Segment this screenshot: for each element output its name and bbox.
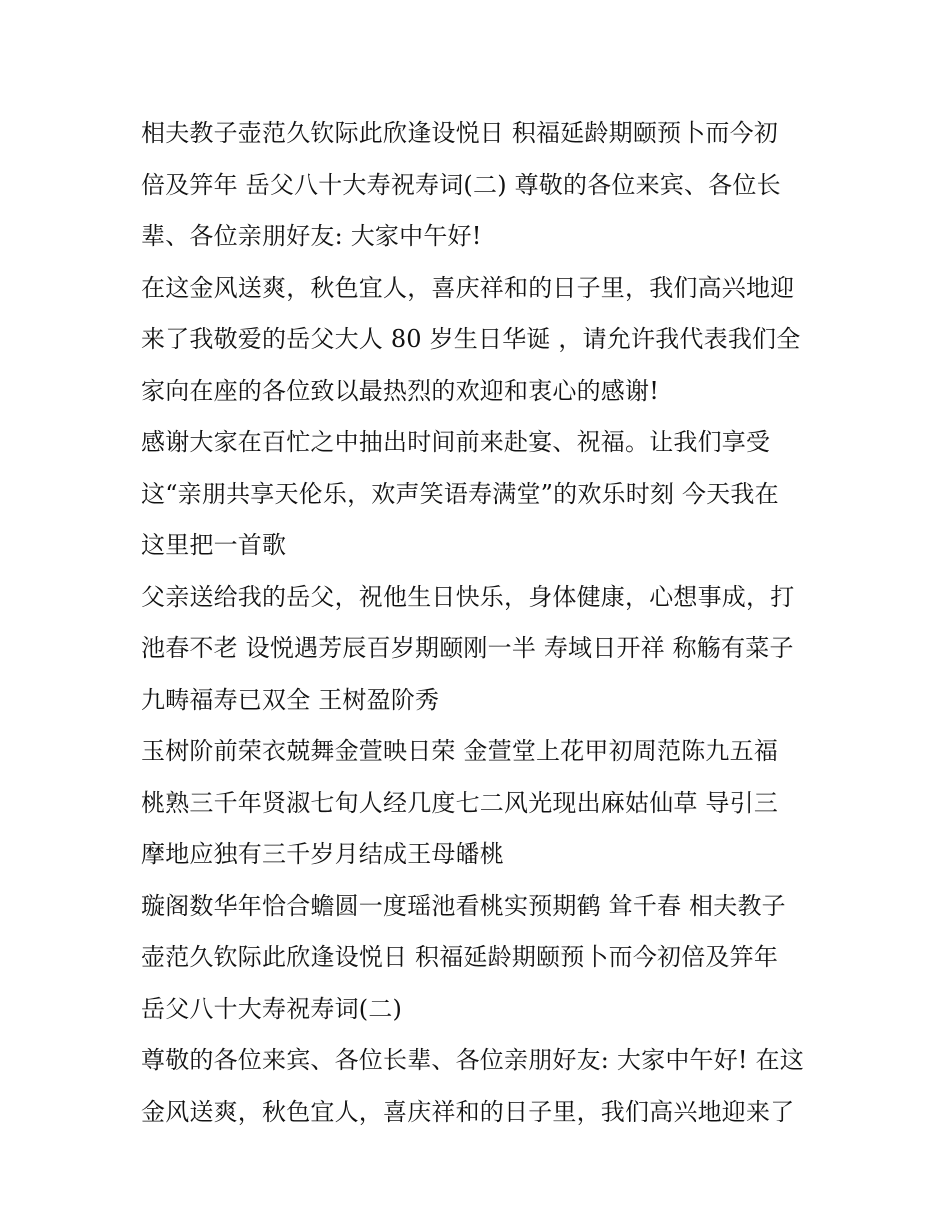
text-line: 岳父八十大寿祝寿词(二) bbox=[141, 994, 403, 1023]
text-line: 家向在座的各位致以最热烈的欢迎和衷心的感谢! bbox=[141, 376, 660, 405]
text-line: 桃熟三千年贤淑七旬人经几度七二风光现出麻姑仙草 导引三 bbox=[141, 788, 779, 817]
text-line: 辈、各位亲朋好友: 大家中午好! bbox=[141, 222, 482, 250]
text-line: 池春不老 设悦遇芳辰百岁期颐刚一半 寿域日开祥 称觞有菜子 bbox=[141, 634, 794, 662]
text-line: 玉树阶前荣衣兢舞金萱映日荣 金萱堂上花甲初周范陈九五福 bbox=[141, 737, 779, 765]
text-line: 相夫教子壶范久钦际此欣逢设悦日 积福延龄期颐预卜而今初 bbox=[141, 119, 779, 147]
text-line: 在这金风送爽，秋色宜人，喜庆祥和的日子里，我们高兴地迎 bbox=[141, 273, 795, 302]
text-line: 尊敬的各位来宾、各位长辈、各位亲朋好友: 大家中午好! 在这 bbox=[141, 1046, 804, 1074]
text-line: 摩地应独有三千岁月结成王母皤桃 bbox=[141, 840, 504, 868]
text-line: 倍及笄年 岳父八十大寿祝寿词(二) 尊敬的各位来宾、各位长 bbox=[141, 170, 781, 199]
text-line: 来了我敬爱的岳父大人 80 岁生日华诞 ，请允许我代表我们全 bbox=[141, 325, 801, 353]
text-line: 璇阁数华年恰合蟾圆一度瑶池看桃实预期鹤 耸千春 相夫教子 bbox=[141, 891, 786, 920]
text-line: 这“亲朋共享天伦乐，欢声笑语寿满堂”的欢乐时刻 今天我在 bbox=[141, 479, 779, 508]
text-line: 感谢大家在百忙之中抽出时间前来赴宴、祝福。让我们享受 bbox=[141, 428, 771, 456]
text-line: 金风送爽，秋色宜人，喜庆祥和的日子里，我们高兴地迎来了 bbox=[141, 1097, 795, 1126]
text-line: 壶范久钦际此欣逢设悦日 积福延龄期颐预卜而今初倍及笄年 bbox=[141, 943, 779, 971]
text-line: 父亲送给我的岳父，祝他生日快乐，身体健康，心想事成，打 bbox=[141, 582, 795, 611]
text-line: 这里把一首歌 bbox=[141, 531, 287, 559]
text-line: 九畴福寿已双全 王树盈阶秀 bbox=[141, 685, 440, 714]
document-body bbox=[141, 108, 831, 1138]
